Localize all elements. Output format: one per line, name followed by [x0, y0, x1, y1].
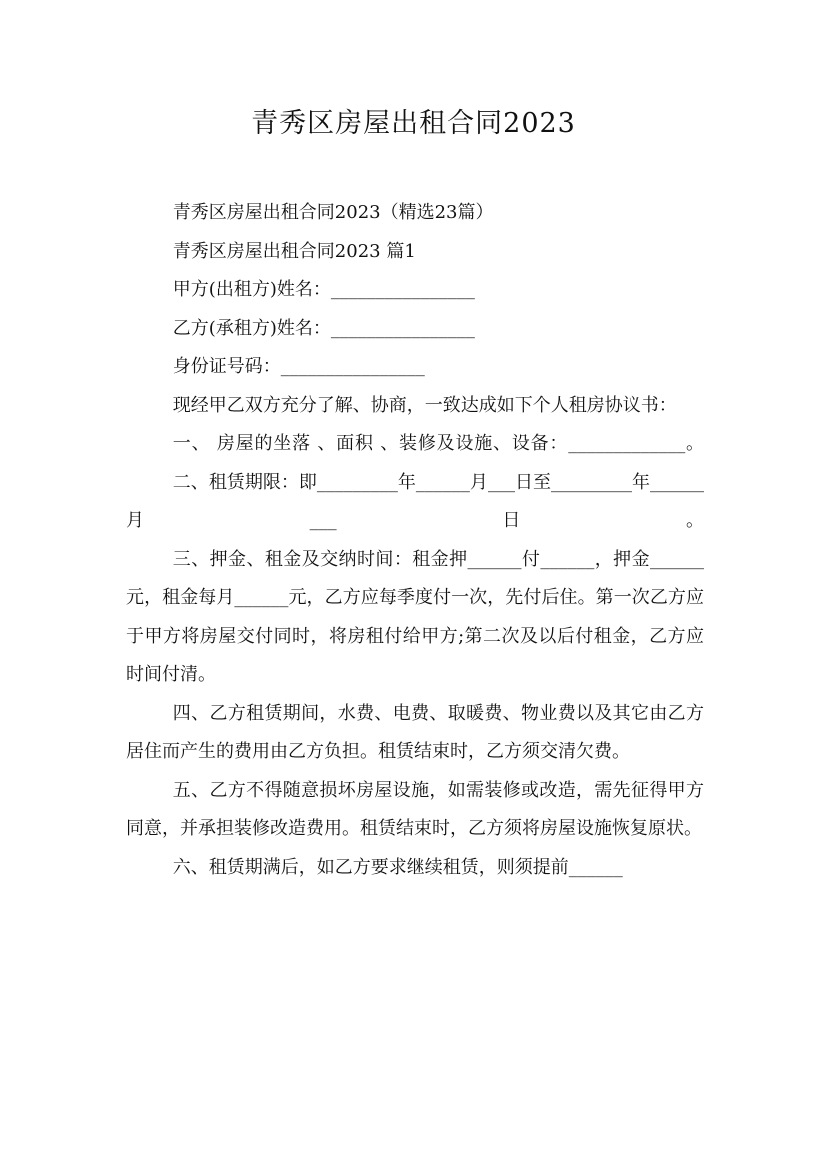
document-body	[126, 194, 704, 887]
document-title: 青秀区房屋出租合同2023	[251, 108, 576, 139]
paragraph-subtitle: 青秀区房屋出租合同2023（精选23篇）	[172, 202, 494, 223]
paragraph-clause-6: 六、租赁期满后，如乙方要求继续租赁，则须提前______	[172, 856, 623, 878]
paragraph-party-a: 甲方(出租方)姓名：________________	[172, 279, 475, 300]
paragraph-clause-3: 三、押金、租金及交纳时间：租金押______付______，押金______元，租金每月______元，乙方应每季度付一次，先付后住。第一次乙方应于甲方将房屋交付同时，将房租付给甲方;第二次及以后付租金，乙方应时间付清。	[126, 548, 704, 685]
paragraph-clause-2: 二、租赁期限：即_________年______月___日至_________年______月___日。	[126, 471, 704, 531]
paragraph-clause-5: 五、乙方不得随意损坏房屋设施，如需装修或改造，需先征得甲方同意，并承担装修改造费用。租赁结束时，乙方须将房屋设施恢复原状。	[126, 779, 704, 839]
paragraph-party-b: 乙方(承租方)姓名：________________	[172, 317, 475, 339]
paragraph-agreement-intro: 现经甲乙双方充分了解、协商，一致达成如下个人租房协议书：	[172, 394, 677, 416]
paragraph-clause-1: 一、 房屋的坐落 、面积 、装修及设施、设备：_____________。	[172, 433, 704, 454]
paragraph-clause-4: 四、乙方租赁期间，水费、电费、取暖费、物业费以及其它由乙方居住而产生的费用由乙方负担。租赁结束时，乙方须交清欠费。	[126, 702, 704, 762]
paragraph-section-heading: 青秀区房屋出租合同2023 篇1	[172, 240, 416, 262]
paragraph-id-number: 身份证号码：________________	[172, 356, 425, 377]
